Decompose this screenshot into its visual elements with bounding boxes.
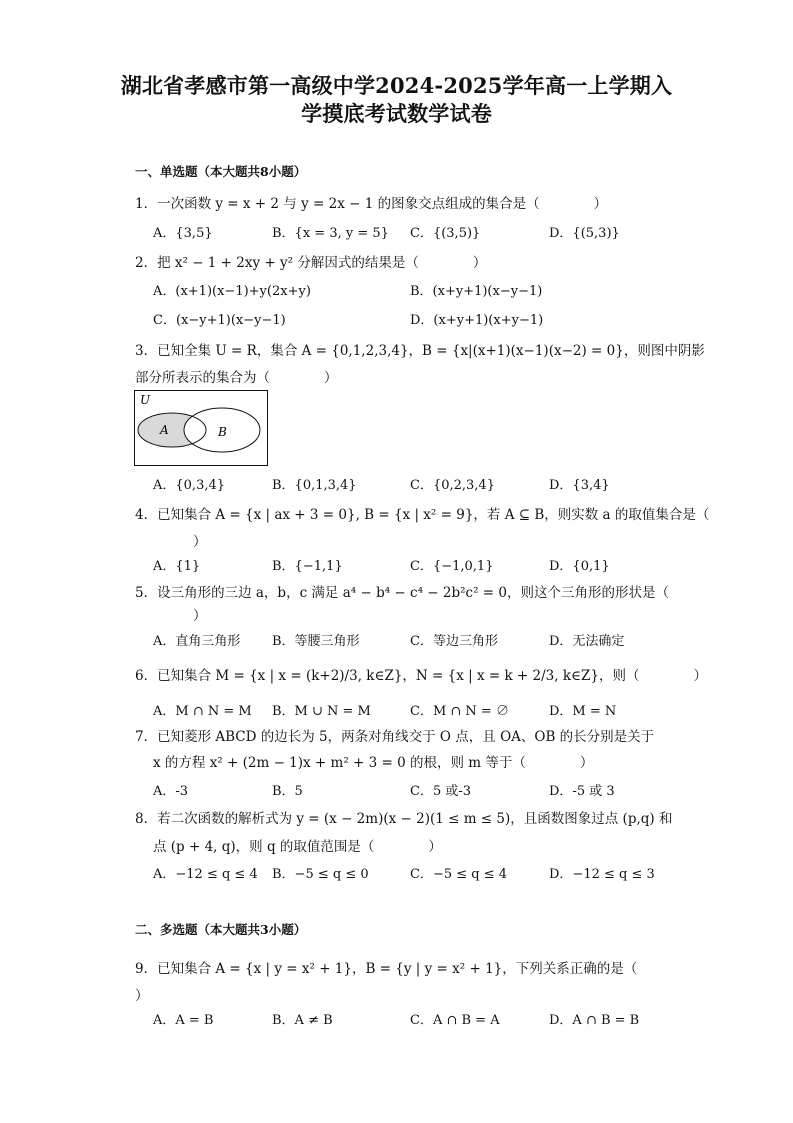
question-7: 7．已知菱形 ABCD 的边长为 5，两条对角线交于 O 点，且 OA、OB 的长分别是关于 [135,729,655,745]
section-heading-single-choice: 一、单选题（本大题共8小题） [135,164,307,179]
question-3: 3．已知全集 U = R，集合 A = {0,1,2,3,4}，B = {x|(x+1)(x−1)(x−2) = 0}，则图中阴影 [135,343,705,359]
q7-option-d: D．-5 或 3 [549,784,615,799]
venn-label-b: B [218,425,227,439]
q8-option-a: A．−12 ≤ q ≤ 4 [153,867,258,882]
q3-option-c: C．{0,2,3,4} [410,478,495,493]
question-8-cont: 点 (p + 4, q)，则 q 的取值范围是（ ） [153,839,442,855]
q3-option-b: B．{0,1,3,4} [272,478,357,493]
question-4-cont: ） [193,534,207,550]
q5-option-b: B．等腰三角形 [272,634,360,649]
q7-option-c: C．5 或-3 [410,784,472,799]
q9-option-c: C．A ∩ B = A [410,1013,500,1028]
q6-option-c: C．M ∩ N = ∅ [410,704,509,719]
q8-option-c: C．−5 ≤ q ≤ 4 [410,867,508,882]
section-heading-multi-choice: 二、多选题（本大题共3小题） [135,922,307,937]
venn-label-a: A [160,423,169,437]
q8-option-d: D．−12 ≤ q ≤ 3 [549,867,655,882]
question-6: 6．已知集合 M = {x | x = (k+2)/3, k∈Z}，N = {x | x = k + 2/3, k∈Z}，则（ ） [135,668,707,684]
q6-option-b: B．M ∪ N = M [272,704,371,719]
q4-option-d: D．{0,1} [549,559,610,574]
q5-option-a: A．直角三角形 [153,634,241,649]
q1-option-b: B．{x = 3, y = 5} [272,226,389,241]
q2-option-a: A．(x+1)(x−1)+y(2x+y) [153,284,311,299]
q4-option-a: A．{1} [153,559,201,574]
q7-option-a: A．-3 [153,784,189,799]
q3-option-d: D．{3,4} [549,478,610,493]
venn-label-u: U [140,393,151,407]
question-7-cont: x 的方程 x² + (2m − 1)x + m² + 3 = 0 的根，则 m 等于（ ） [153,755,594,771]
exam-title-line2: 学摸底考试数学试卷 [301,101,492,126]
question-4: 4．已知集合 A = {x | ax + 3 = 0}, B = {x | x² = 9}，若 A ⊆ B，则实数 a 的取值集合是（ [135,507,710,523]
q1-option-d: D．{(5,3)} [549,226,620,241]
q9-option-b: B．A ≠ B [272,1013,333,1028]
q3-option-a: A．{0,3,4} [153,478,226,493]
q9-option-d: D．A ∩ B = B [549,1013,640,1028]
q7-option-b: B．5 [272,784,303,799]
q5-option-d: D．无法确定 [549,634,625,649]
venn-diagram [134,390,268,466]
question-3-cont: 部分所表示的集合为（ ） [135,370,338,386]
question-1: 1．一次函数 y = x + 2 与 y = 2x − 1 的图象交点组成的集合是（ ） [135,196,608,212]
q9-option-a: A．A = B [153,1013,214,1028]
question-8: 8．若二次函数的解析式为 y = (x − 2m)(x − 2)(1 ≤ m ≤ 5)，且函数图象过点 (p,q) 和 [135,811,673,827]
q6-option-d: D．M = N [549,704,617,719]
q4-option-c: C．{−1,0,1} [410,559,494,574]
q8-option-b: B．−5 ≤ q ≤ 0 [272,867,369,882]
q2-option-d: D．(x+y+1)(x+y−1) [410,313,544,328]
question-5: 5．设三角形的三边 a，b，c 满足 a⁴ − b⁴ − c⁴ − 2b²c² = 0，则这个三角形的形状是（ [135,585,669,601]
q5-option-c: C．等边三角形 [410,634,498,649]
q2-option-c: C．(x−y+1)(x−y−1) [153,313,286,328]
question-2: 2．把 x² − 1 + 2xy + y² 分解因式的结果是（ ） [135,255,487,271]
question-9: 9．已知集合 A = {x | y = x² + 1}，B = {y | y = x² + 1}，下列关系正确的是（ [135,961,638,977]
question-9-cont: ） [135,988,149,1004]
q6-option-a: A．M ∩ N = M [153,704,252,719]
question-5-cont: ） [193,608,207,624]
q2-option-b: B．(x+y+1)(x−y−1) [410,284,543,299]
exam-title-line1: 湖北省孝感市第一高级中学2024-2025学年高一上学期入 [120,73,673,98]
q4-option-b: B．{−1,1} [272,559,343,574]
q1-option-c: C．{(3,5)} [410,226,481,241]
q1-option-a: A．{3,5} [153,226,213,241]
